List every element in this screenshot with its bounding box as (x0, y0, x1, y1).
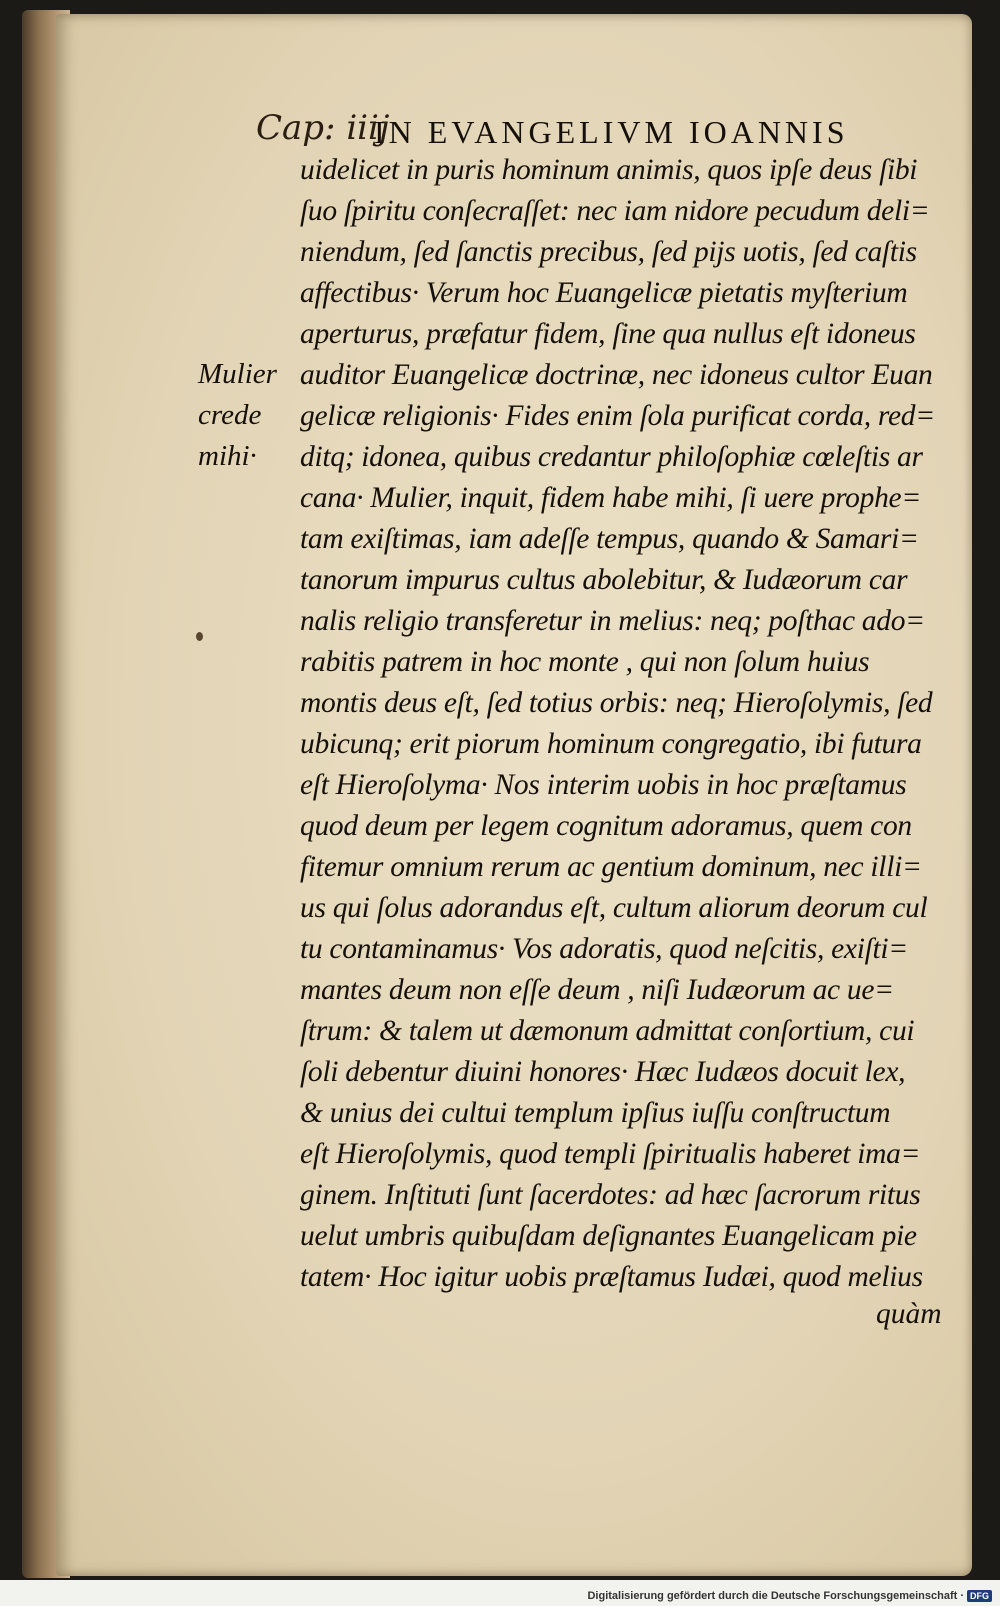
running-title: IN EVANGELIVM IOANNIS (374, 114, 849, 150)
body-text (300, 150, 950, 1298)
text-line: quod deum per legem cognitum adoramus, quem con (300, 810, 912, 842)
text-line: & unius dei cultui templum ipſius iuſſu conſtructum (300, 1097, 891, 1129)
page-header (256, 108, 886, 154)
text-line: uelut umbris quibuſdam deſignantes Euangelicam pie (300, 1220, 917, 1252)
text-line: auditor Euangelicæ doctrinæ, nec idoneus cultor Euan (300, 359, 933, 391)
text-line: nalis religio transferetur in melius: neq; poſthac ado= (300, 605, 925, 637)
chapter-mark: Cap: iiij (256, 108, 390, 148)
text-line: eſt Hieroſolyma· Nos interim uobis in hoc præſtamus (300, 769, 907, 801)
marginal-note-line: Mulier (198, 358, 277, 390)
text-line: ditq; idonea, quibus credantur philoſophiæ cœleſtis ar (300, 441, 923, 473)
marginal-note-line: mihi· (198, 440, 257, 472)
text-line: uidelicet in puris hominum animis, quos ipſe deus ſibi (300, 154, 918, 186)
marginal-note-line: crede (198, 399, 262, 431)
text-line: cana· Mulier, inquit, fidem habe mihi, ſi uere prophe= (300, 482, 921, 514)
ink-spot (196, 632, 203, 641)
text-line: ſtrum: & talem ut dæmonum admittat conſortium, cui (300, 1015, 915, 1047)
text-line: aperturus, præfatur fidem, ſine qua nullus eſt idoneus (300, 318, 916, 350)
catchword: quàm (876, 1298, 942, 1330)
digitization-credit (587, 1590, 992, 1602)
credit-text: Digitalisierung gefördert durch die Deutsche Forschungsgemeinschaft · (587, 1590, 964, 1602)
text-line: ginem. Inſtituti ſunt ſacerdotes: ad hæc ſacrorum ritus (300, 1179, 921, 1211)
text-line: ſuo ſpiritu conſecraſſet: nec iam nidore pecudum deli= (300, 195, 930, 227)
text-line: gelicæ religionis· Fides enim ſola purificat corda, red= (300, 400, 935, 432)
text-line: ubicunq; erit piorum hominum congregatio, ibi futura (300, 728, 922, 760)
text-line: ſoli debentur diuini honores· Hæc Iudæos docuit lex, (300, 1056, 906, 1088)
text-line: tu contaminamus· Vos adoratis, quod neſcitis, exiſti= (300, 933, 908, 965)
dfg-logo: DFG (967, 1590, 992, 1602)
text-line: tanorum impurus cultus abolebitur, & Iudæorum car (300, 564, 908, 596)
text-line: affectibus· Verum hoc Euangelicæ pietatis myſterium (300, 277, 908, 309)
text-line: eſt Hieroſolymis, quod templi ſpiritualis haberet ima= (300, 1138, 921, 1170)
text-line: fitemur omnium rerum ac gentium dominum, nec illi= (300, 851, 922, 883)
text-line: tam exiſtimas, iam adeſſe tempus, quando & Samari= (300, 523, 919, 555)
text-line: mantes deum non eſſe deum , niſi Iudæorum ac ue= (300, 974, 894, 1006)
text-line: montis deus eſt, ſed totius orbis: neq; Hieroſolymis, ſed (300, 687, 933, 719)
text-line: rabitis patrem in hoc monte , qui non ſolum huius (300, 646, 870, 678)
marginal-note (198, 354, 292, 477)
text-line: niendum, ſed ſanctis precibus, ſed pijs uotis, ſed caſtis (300, 236, 917, 268)
text-line: tatem· Hoc igitur uobis præſtamus Iudæi, quod melius (300, 1261, 923, 1293)
text-line: us qui ſolus adorandus eſt, cultum aliorum deorum cul (300, 892, 928, 924)
